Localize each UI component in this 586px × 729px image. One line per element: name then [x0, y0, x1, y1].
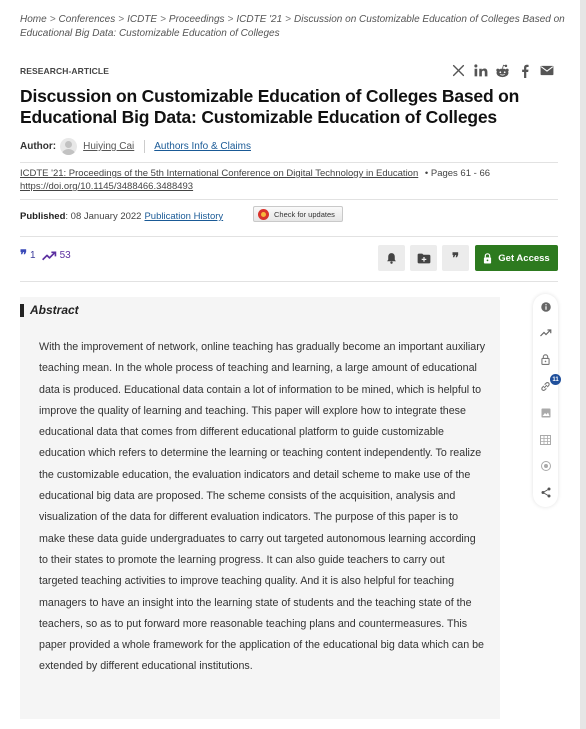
proceedings-link[interactable]: ICDTE '21: Proceedings of the 5th International Conference on Digital Technology in Education — [20, 168, 419, 179]
breadcrumb-separator: > — [160, 14, 166, 25]
tables-icon[interactable] — [539, 433, 552, 446]
breadcrumb-separator: > — [227, 14, 234, 25]
published-date: : 08 January 2022 — [65, 211, 142, 222]
email-icon[interactable] — [539, 63, 554, 78]
breadcrumb-separator: > — [285, 14, 292, 25]
citation-quote-icon: ❞ — [20, 248, 27, 263]
check-for-updates-button[interactable] — [253, 206, 343, 222]
share-bar — [451, 63, 554, 78]
cite-button[interactable] — [442, 245, 469, 271]
abstract-heading: Abstract — [20, 304, 79, 317]
doi-link[interactable]: https://doi.org/10.1145/3488466.3488493 — [20, 181, 194, 192]
crossmark-icon — [258, 209, 269, 220]
breadcrumb-proceedings[interactable]: Proceedings — [168, 14, 225, 25]
breadcrumb-icdte21[interactable]: ICDTE '21 — [236, 14, 283, 25]
facebook-icon[interactable] — [517, 63, 532, 78]
divider — [20, 162, 558, 163]
figures-icon[interactable] — [539, 406, 552, 419]
get-access-label: Get Access — [498, 252, 550, 264]
published-row — [20, 211, 223, 222]
divider — [20, 236, 558, 237]
lock-icon — [483, 253, 492, 264]
author-name-link[interactable]: Huiying Cai — [83, 141, 135, 152]
downloads-trend-icon — [42, 251, 57, 261]
metrics-icon[interactable] — [539, 326, 552, 339]
divider — [144, 140, 145, 153]
window-edge — [580, 0, 586, 729]
bell-icon — [386, 252, 397, 264]
alert-button[interactable] — [378, 245, 405, 271]
breadcrumb-separator: > — [49, 14, 56, 25]
proceedings-info — [20, 167, 565, 193]
author-label-colon: : — [52, 141, 57, 152]
author-row — [20, 138, 251, 155]
author-avatar — [60, 138, 77, 155]
pages-range: • Pages 61 - 66 — [424, 168, 491, 179]
add-to-binder-button[interactable] — [410, 245, 437, 271]
divider — [20, 199, 558, 200]
check-for-updates-label: Check for updates — [274, 209, 335, 219]
citation-count: 1 — [30, 250, 36, 261]
author-label — [20, 141, 56, 152]
article-type: RESEARCH-ARTICLE — [20, 66, 109, 76]
lock-icon[interactable] — [539, 353, 552, 366]
linkedin-icon[interactable] — [473, 63, 488, 78]
share-icon[interactable] — [539, 486, 552, 499]
publication-history-link[interactable]: Publication History — [144, 211, 224, 222]
breadcrumb-home[interactable]: Home — [20, 14, 47, 25]
article-title: Discussion on Customizable Education of Colleges Based on Educational Big Data: Customizable Education of Colleges — [20, 86, 520, 127]
authors-info-link[interactable]: Authors Info & Claims — [154, 141, 251, 152]
divider — [20, 281, 558, 282]
info-icon[interactable] — [539, 300, 552, 313]
side-navigation-rail — [533, 294, 558, 507]
quote-icon: ❞ — [452, 250, 459, 266]
folder-plus-icon — [417, 253, 431, 264]
reddit-icon[interactable] — [495, 63, 510, 78]
download-count: 53 — [59, 250, 71, 261]
breadcrumb-current: Discussion on Customizable Education of Colleges Based on Educational Big Data: Customizable Education of Colleges — [20, 14, 565, 39]
published-label: Published — [20, 211, 66, 222]
author-label-text: Author — [20, 141, 53, 152]
metrics-row[interactable] — [20, 248, 71, 263]
breadcrumb-conferences[interactable]: Conferences — [58, 14, 116, 25]
breadcrumb-separator: > — [118, 14, 125, 25]
breadcrumb-icdte[interactable]: ICDTE — [127, 14, 158, 25]
breadcrumb — [20, 13, 565, 41]
media-icon[interactable] — [539, 459, 552, 472]
x-twitter-icon[interactable] — [451, 63, 466, 78]
abstract-text: With the improvement of network, online teaching has gradually become an important auxiliary teaching mean. In the whole process of teaching and learning, a large amount of educational data is produced. Educational data contain a lot of information to be mined, which is helpful to improve the quality of learning and teaching. This paper will explore how to integrate these educational data that comes from different educational platform to guide customizable education which refers to determine the learning or teaching content independently. To realize the customizable education, the evaluation indicators and detail scheme to make use of the educational big data are proposed. The scheme consists of the acquisition, analysis and visualization of the data for different evaluation indicators. The purpose of this paper is to make these data guide undergraduates to carry out targeted autonomous learning according to their states to promote the learning progress. It can also guide teachers to carry out targeted teaching activities to improve teaching quality. And it is also helpful for teaching managers to have an insight into the learning state of students and the teaching state of the teachers, so as to put forward more reasonable teaching plans and countermeasures. This paper provided a whole framework for the application of the educational big data which can be extended by different educational institutions. — [39, 341, 486, 673]
get-access-button[interactable] — [475, 245, 558, 271]
references-count-badge: 11 — [550, 374, 561, 385]
abstract-section — [20, 297, 500, 719]
references-icon[interactable] — [539, 376, 559, 393]
